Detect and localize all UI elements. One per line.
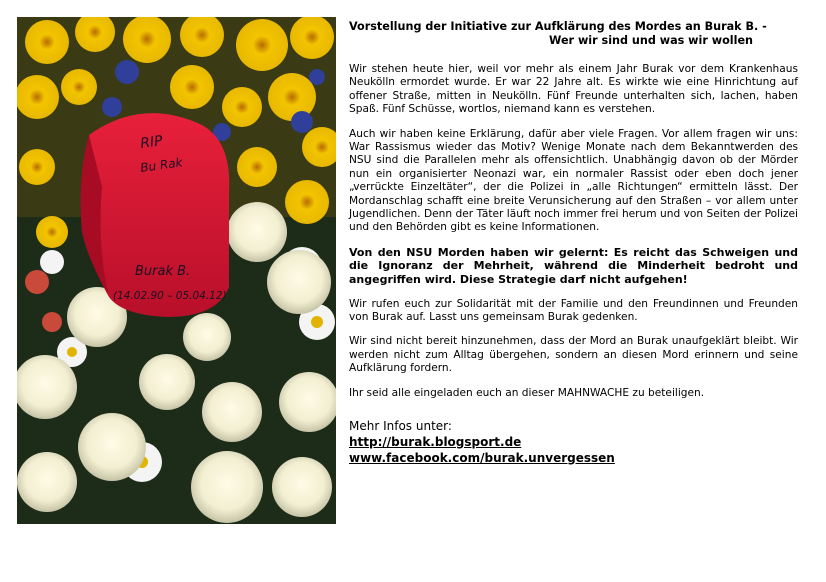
facebook-link[interactable]: www.facebook.com/burak.unvergessen [349, 450, 615, 465]
paragraph-questions: Auch wir haben keine Erklärung, dafür aber viele Fragen. Vor allem fragen wir uns: War Rassismus wieder das Motiv? Wenige Monate nach dem Bekanntwerden des NSU sind die Parallelen mehr als offensichtlich. Unabhängig davon ob der Mörder nun ein organisierter Neonazi war, ein normaler Rassist oder eben doch jener „verrückte Einzeltäter“, der die Polizei in „alle Richtungen“ ermitteln lässt. Der Mordanschlag schafft eine breite Verunsicherung auf den Straßen – vor allem unter Jugendlichen. Denn der Täter läuft noch immer frei herum und von Seiten der Polizei und den Behörden gibt es keine Informationen. [349, 127, 798, 234]
blog-link[interactable]: http://burak.blogsport.de [349, 434, 522, 449]
paragraph-not-accept: Wir sind nicht bereit hinzunehmen, dass der Mord an Burak unaufgeklärt bleibt. Wir werden nicht zum Alltag übergehen, sondern an diesen Mord erinnern und seine Aufklärung fordern. [349, 335, 798, 375]
title-line-1: Vorstellung der Initiative zur Aufklärung des Mordes an Burak B. - [349, 20, 767, 33]
paragraph-solidarity: Wir rufen euch zur Solidarität mit der Familie und den Freundinnen und Freunden von Burak auf. Lasst uns gemeinsam Burak gedenken. [349, 297, 798, 324]
memorial-photo-illustration [17, 17, 336, 524]
paragraph-intro: Wir stehen heute hier, weil vor mehr als einem Jahr Burak vor dem Krankenhaus Neukölln ermordet wurde. Er war 22 Jahre alt. Es wirkte wie eine Hinrichtung auf offener Straße, mitten in Neukölln. Fünf Freunde unterhalten sich, lachen, haben Spaß. Fünf Schüsse, wortlos, niemand kann es verstehen. [349, 63, 798, 116]
cap-inscription-rip: RIP [139, 133, 164, 152]
paragraph-invitation: Ihr seid alle eingeladen euch an dieser MAHNWACHE zu beteiligen. [349, 386, 705, 399]
title-line-2: Wer wir sind und was wir wollen [549, 34, 753, 47]
cap-inscription-name: Burak B. [135, 264, 191, 279]
cap-inscription-dates: (14.02.90 – 05.04.12) [113, 290, 227, 302]
memorial-photo [17, 17, 336, 524]
more-info-label: Mehr Infos unter: [349, 419, 452, 434]
page-title [349, 20, 798, 48]
paragraph-nsu-lesson: Von den NSU Morden haben wir gelernt: Es reicht das Schweigen und die Ignoranz der Mehrheit, während die Minderheit bedroht und angegriffen wird. Diese Strategie darf nicht aufgehen! [349, 245, 798, 287]
cap-inscription-name-small: Bu Rak [139, 155, 184, 175]
flyer-text-column [349, 20, 798, 466]
